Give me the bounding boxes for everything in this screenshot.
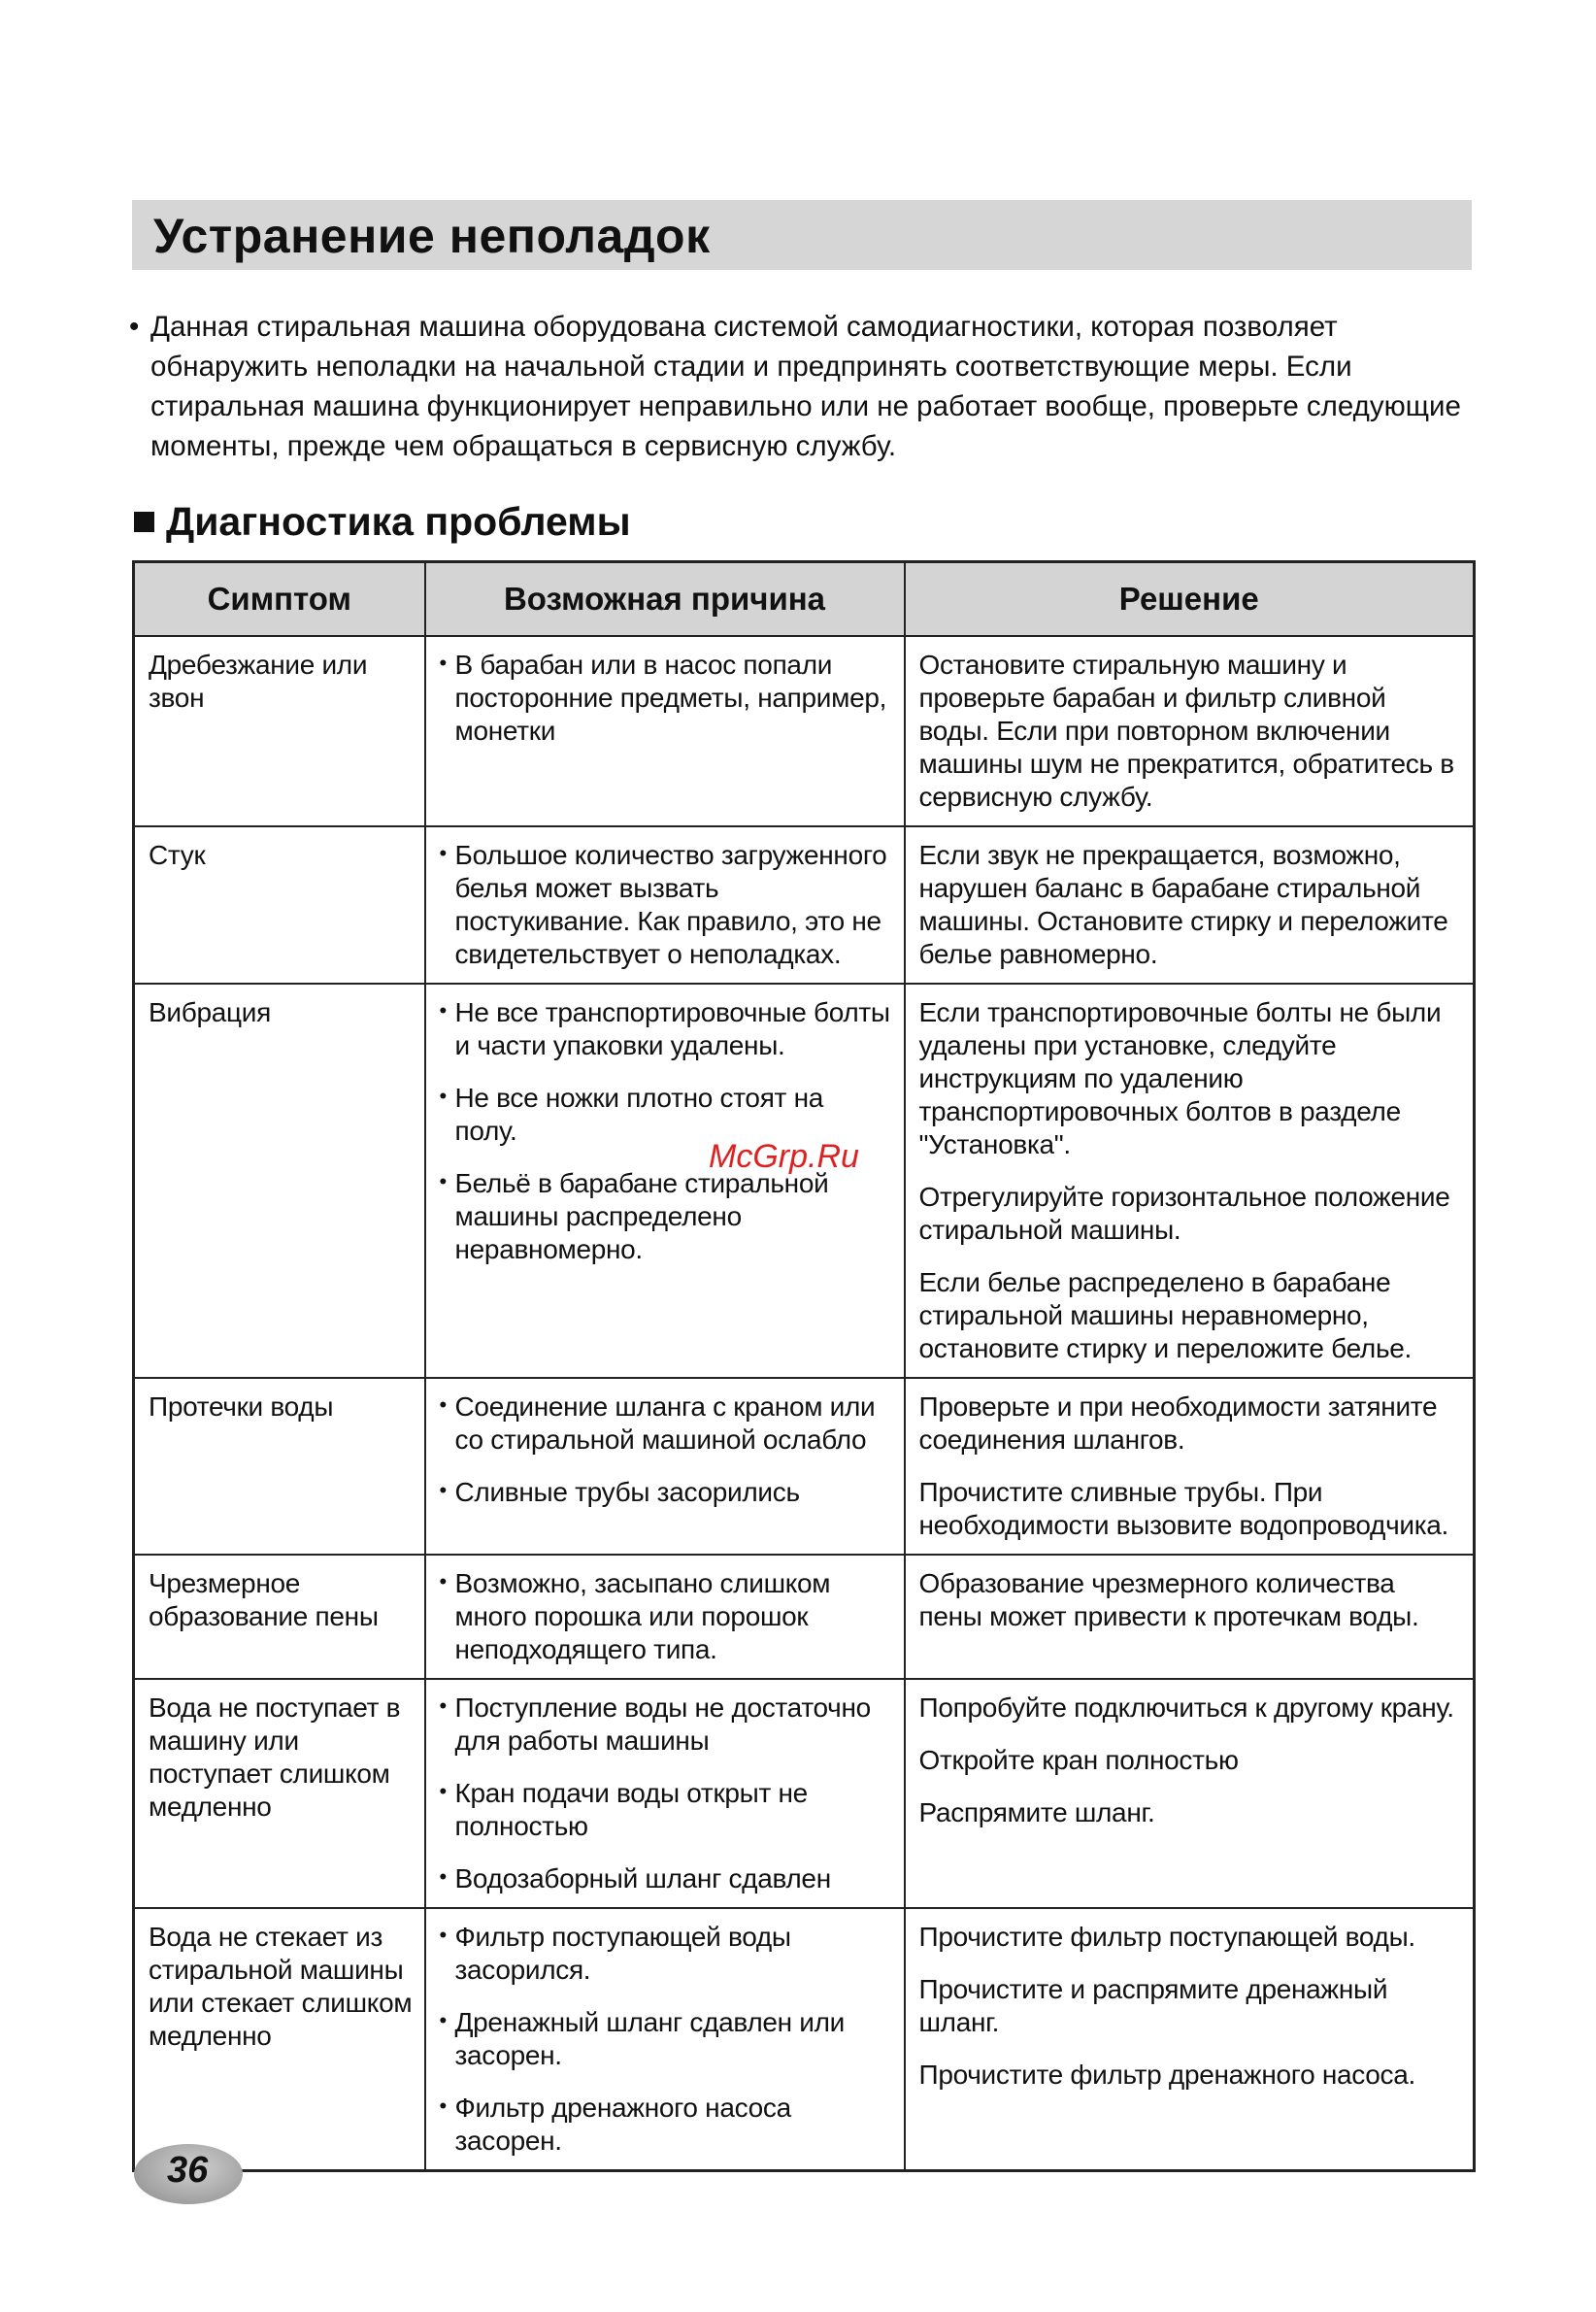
- solution-text: Если белье распределено в барабане стиральной машины неравномерно, остановите стирку и переложите белье.: [918, 1267, 1413, 1363]
- bullet-icon: •: [439, 2094, 447, 2118]
- bullet-icon: •: [439, 651, 447, 675]
- bullet-icon: •: [439, 1084, 447, 1108]
- cause-text: Не все транспортировочные болты и части упаковки удалены.: [454, 997, 890, 1060]
- cause-cell: [425, 826, 905, 984]
- title-bar: [132, 200, 1472, 270]
- cause-item: [440, 1921, 892, 1987]
- bullet-icon: •: [439, 998, 447, 1022]
- bullet-icon: •: [439, 1478, 447, 1502]
- bullet-icon: •: [439, 1923, 447, 1947]
- bullet-icon: •: [439, 841, 447, 865]
- cause-text: Фильтр дренажного насоса засорен.: [454, 2093, 791, 2156]
- solution-text: Прочистите фильтр поступающей воды.: [918, 1922, 1415, 1952]
- cause-text: Большое количество загруженного белья может вызвать постукивание. Как правило, это не свидетельствует о неполадках.: [454, 840, 887, 969]
- solution-text: Попробуйте подключиться к другому крану.: [918, 1692, 1454, 1723]
- cause-text: Бельё в барабане стиральной машины распределено неравномерно.: [454, 1168, 829, 1264]
- solution-text: Если звук не прекращается, возможно, нарушен баланс в барабане стиральной машины. Остановите стирку и переложите белье равномерно.: [918, 840, 1448, 969]
- symptom-cell: Вибрация: [134, 984, 425, 1378]
- table-row: [134, 1378, 1475, 1555]
- intro-text: Данная стиральная машина оборудована системой самодиагностики, которая позволяет обнаружить неполадки на начальной стадии и предпринять соответствующие меры. Если стиральная машина функционирует неправильно или не работает вообще, проверьте следующие моменты, прежде чем обращаться в сервисную службу.: [150, 311, 1461, 462]
- cause-item: [440, 1167, 892, 1266]
- solution-cell: [905, 826, 1475, 984]
- cause-item: [440, 996, 892, 1062]
- cause-text: Дренажный шланг сдавлен или засорен.: [454, 2007, 846, 2070]
- table-row: [134, 1555, 1475, 1679]
- cause-text: Не все ножки плотно стоят на полу.: [454, 1083, 823, 1146]
- section-title: Диагностика проблемы: [166, 499, 631, 544]
- table-header-row: [134, 562, 1475, 637]
- bullet-icon: •: [439, 1693, 447, 1718]
- cause-text: В барабан или в насос попали посторонние предметы, например, монетки: [454, 650, 887, 746]
- symptom-cell: Вода не стекает из стиральной машины или стекает слишком медленно: [134, 1908, 425, 2171]
- cause-text: Соединение шланга с краном или со стиральной машиной ослабло: [454, 1391, 876, 1455]
- cause-cell: [425, 1378, 905, 1555]
- solution-text: Образование чрезмерного количества пены может привести к протечкам воды.: [918, 1568, 1419, 1631]
- bullet-icon: •: [439, 1569, 447, 1593]
- bullet-icon: •: [439, 2008, 447, 2032]
- solution-text: Прочистите и распрямите дренажный шланг.: [918, 1974, 1388, 2037]
- cause-item: [440, 649, 892, 748]
- solution-text: Проверьте и при необходимости затяните соединения шлангов.: [918, 1391, 1438, 1455]
- cause-item: [440, 1567, 892, 1666]
- bullet-icon: •: [129, 311, 140, 343]
- cause-text: Кран подачи воды открыт не полностью: [454, 1778, 808, 1841]
- cause-item: [440, 2092, 892, 2158]
- solution-cell: [905, 1908, 1475, 2171]
- table-row: [134, 636, 1475, 826]
- cause-text: Водозаборный шланг сдавлен: [454, 1863, 831, 1893]
- cause-item: [440, 1476, 892, 1509]
- symptom-cell: Стук: [134, 826, 425, 984]
- table-body: [134, 636, 1475, 2171]
- cause-cell: [425, 636, 905, 826]
- solution-text: Остановите стиральную машину и проверьте барабан и фильтр сливной воды. Если при повторном включении машины шум не прекратится, обратитесь в сервисную службу.: [918, 650, 1454, 812]
- solution-cell: [905, 1555, 1475, 1679]
- symptom-cell: Чрезмерное образование пены: [134, 1555, 425, 1679]
- section-heading: [134, 499, 631, 545]
- cause-text: Поступление воды не достаточно для работы машины: [454, 1692, 871, 1756]
- page-number: 36: [167, 2150, 209, 2191]
- header-symptom: Симптом: [134, 562, 425, 637]
- symptom-cell: Протечки воды: [134, 1378, 425, 1555]
- cause-text: Возможно, засыпано слишком много порошка или порошок неподходящего типа.: [454, 1568, 831, 1664]
- table-row: [134, 984, 1475, 1378]
- solution-text: Распрямите шланг.: [918, 1797, 1155, 1827]
- symptom-cell: Вода не поступает в машину или поступает слишком медленно: [134, 1679, 425, 1908]
- cause-cell: [425, 1679, 905, 1908]
- solution-text: Откройте кран полностью: [918, 1745, 1239, 1775]
- table-row: [134, 826, 1475, 984]
- cause-cell: [425, 1908, 905, 2171]
- solution-text: Прочистите фильтр дренажного насоса.: [918, 2060, 1416, 2090]
- solution-text: Прочистите сливные трубы. При необходимости вызовите водопроводчика.: [918, 1477, 1449, 1540]
- cause-item: [440, 1692, 892, 1758]
- symptom-cell: Дребезжание или звон: [134, 636, 425, 826]
- header-cause: Возможная причина: [425, 562, 905, 637]
- table-row: [134, 1679, 1475, 1908]
- cause-cell: [425, 984, 905, 1378]
- cause-item: [440, 1862, 892, 1895]
- solution-cell: [905, 1378, 1475, 1555]
- bullet-icon: •: [439, 1169, 447, 1193]
- bullet-icon: •: [439, 1779, 447, 1803]
- solution-cell: [905, 636, 1475, 826]
- solution-cell: [905, 1679, 1475, 1908]
- intro-paragraph: [129, 307, 1469, 466]
- watermark: McGrp.Ru: [709, 1138, 859, 1175]
- cause-item: [440, 1777, 892, 1843]
- cause-text: Сливные трубы засорились: [454, 1477, 800, 1507]
- header-solution: Решение: [905, 562, 1475, 637]
- cause-cell: [425, 1555, 905, 1679]
- solution-cell: [905, 984, 1475, 1378]
- cause-item: [440, 839, 892, 971]
- diagnostics-table: [132, 560, 1476, 2172]
- table-row: [134, 1908, 1475, 2171]
- solution-text: Отрегулируйте горизонтальное положение стиральной машины.: [918, 1182, 1450, 1245]
- cause-item: [440, 2006, 892, 2072]
- bullet-icon: •: [439, 1392, 447, 1417]
- page-title: Устранение неполадок: [153, 209, 711, 263]
- square-bullet-icon: [134, 512, 154, 532]
- cause-text: Фильтр поступающей воды засорился.: [454, 1922, 791, 1985]
- solution-text: Если транспортировочные болты не были удалены при установке, следуйте инструкциям по удалению транспортировочных болтов в разделе "Установка".: [918, 997, 1442, 1159]
- bullet-icon: •: [439, 1864, 447, 1889]
- cause-item: [440, 1391, 892, 1457]
